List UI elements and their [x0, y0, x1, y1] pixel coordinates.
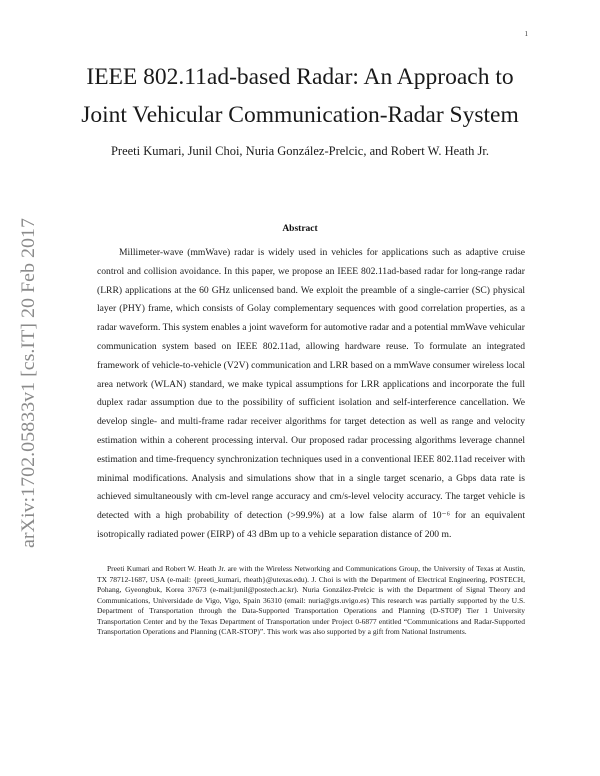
abstract-text: Millimeter-wave (mmWave) radar is widely used in vehicles for applications such as adaptive cruise control and collision avoidance. In this paper, we propose an IEEE 802.11ad-based radar for long-range radar (LRR) applications at the 60 GHz unlicensed band. We exploit the preamble of a single-carrier (SC) physical layer (PHY) frame, which consists of Golay complementary sequences with good correlation properties, as a radar waveform. This system enables a joint waveform for automotive radar and a potential mmWave vehicular communication system based on IEEE 802.11ad, allowing hardware reuse. To formulate an integrated framework of vehicle-to-vehicle (V2V) communication and LRR based on a mmWave consumer wireless local area network (WLAN) standard, we make typical assumptions for LRR applications and incorporate the full duplex radar assumption due to the possibility of sufficient isolation and self-interference cancellation. We develop single- and multi-frame radar receiver algorithms for target detection as well as range and velocity estimation within a coherent processing interval. Our proposed radar processing algorithms leverage channel estimation and time-frequency synchronization techniques used in a conventional IEEE 802.11ad receiver with minimal modifications. Analysis and simulations show that in a single target scenario, a Gbps data rate is achieved simultaneously with cm-level range accuracy and cm/s-level velocity accuracy. The target vehicle is detected with a high probability of detection (>99.9%) at a low false alarm of 10⁻⁶ for an equivalent isotropically radiated power (EIRP) of 43 dBm up to a vehicle separation distance of 200 m.: [97, 247, 525, 540]
title-line-2: Joint Vehicular Communication-Radar System: [81, 102, 519, 128]
arxiv-stamp: [6, 212, 46, 552]
author-list: Preeti Kumari, Junil Choi, Nuria González-Prelcic, and Robert W. Heath Jr.: [110, 144, 490, 158]
arxiv-stamp-text: arXiv:1702.05833v1 [cs.IT] 20 Feb 2017: [18, 234, 39, 548]
page-number: 1: [524, 30, 528, 38]
author-affiliation-footnote: Preeti Kumari and Robert W. Heath Jr. are with the Wireless Networking and Communications Group, the University of Texas at Austin, TX 78712-1687, USA (e-mail: {preeti_kumari, rheath}@utexas.edu). J. Choi is with the Department of Electrical Engineering, POSTECH, Pohang, Gyeongbuk, Korea 37673 (e-mail:junil@postech.ac.kr). Nuria González-Prelcic is with the Department of Signal Theory and Communications, Universidade de Vigo, Vigo, Spain 36310 (email: nuria@gts.uvigo.es) This research was partially supported by the U.S. Department of Transportation through the Data-Supported Transportation Operations and Planning (D-STOP) Tier 1 University Transportation Center and by the Texas Department of Transportation under Project 0-6877 entitled “Communications and Radar-Supported Transportation Operations and Planning (CAR-STOP)”. This work was also supported by a gift from National Instruments.: [97, 564, 525, 636]
title-line-1: IEEE 802.11ad-based Radar: An Approach to: [86, 64, 514, 90]
paper-title: [0, 58, 600, 134]
abstract-heading: Abstract: [282, 224, 318, 234]
